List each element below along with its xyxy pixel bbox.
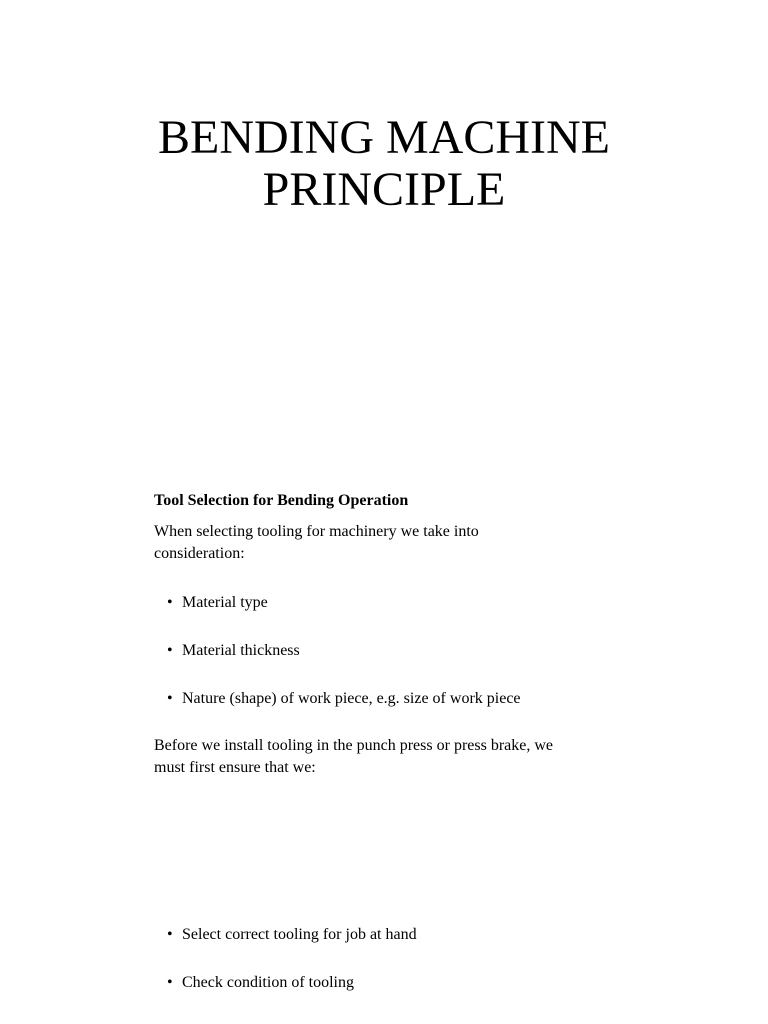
intro-line-2: consideration: xyxy=(154,545,245,562)
list-item xyxy=(167,973,354,993)
before-line-1: Before we install tooling in the punch press or press brake, we xyxy=(154,737,554,754)
before-install-paragraph xyxy=(154,735,624,779)
list-item xyxy=(167,689,521,709)
intro-line-1: When selecting tooling for machinery we take into xyxy=(154,523,479,540)
list-item xyxy=(167,641,300,661)
bullet-icon: • xyxy=(167,974,173,991)
list-item xyxy=(167,925,417,945)
before-line-2: must first ensure that we: xyxy=(154,759,316,776)
list-item-text: Check condition of tooling xyxy=(182,974,354,991)
title-line-1: BENDING MACHINE xyxy=(158,111,610,164)
intro-paragraph xyxy=(154,521,624,565)
bullet-icon: • xyxy=(167,642,173,659)
list-item-text: Material thickness xyxy=(182,642,300,659)
bullet-icon: • xyxy=(167,690,173,707)
bullet-icon: • xyxy=(167,594,173,611)
bullet-icon: • xyxy=(167,926,173,943)
section-heading: Tool Selection for Bending Operation xyxy=(154,492,409,509)
list-item-text: Select correct tooling for job at hand xyxy=(182,926,417,943)
list-item xyxy=(167,593,268,613)
list-item-text: Nature (shape) of work piece, e.g. size of work piece xyxy=(182,690,521,707)
document-title xyxy=(0,112,768,216)
list-item-text: Material type xyxy=(182,594,268,611)
title-line-2: PRINCIPLE xyxy=(262,163,506,216)
